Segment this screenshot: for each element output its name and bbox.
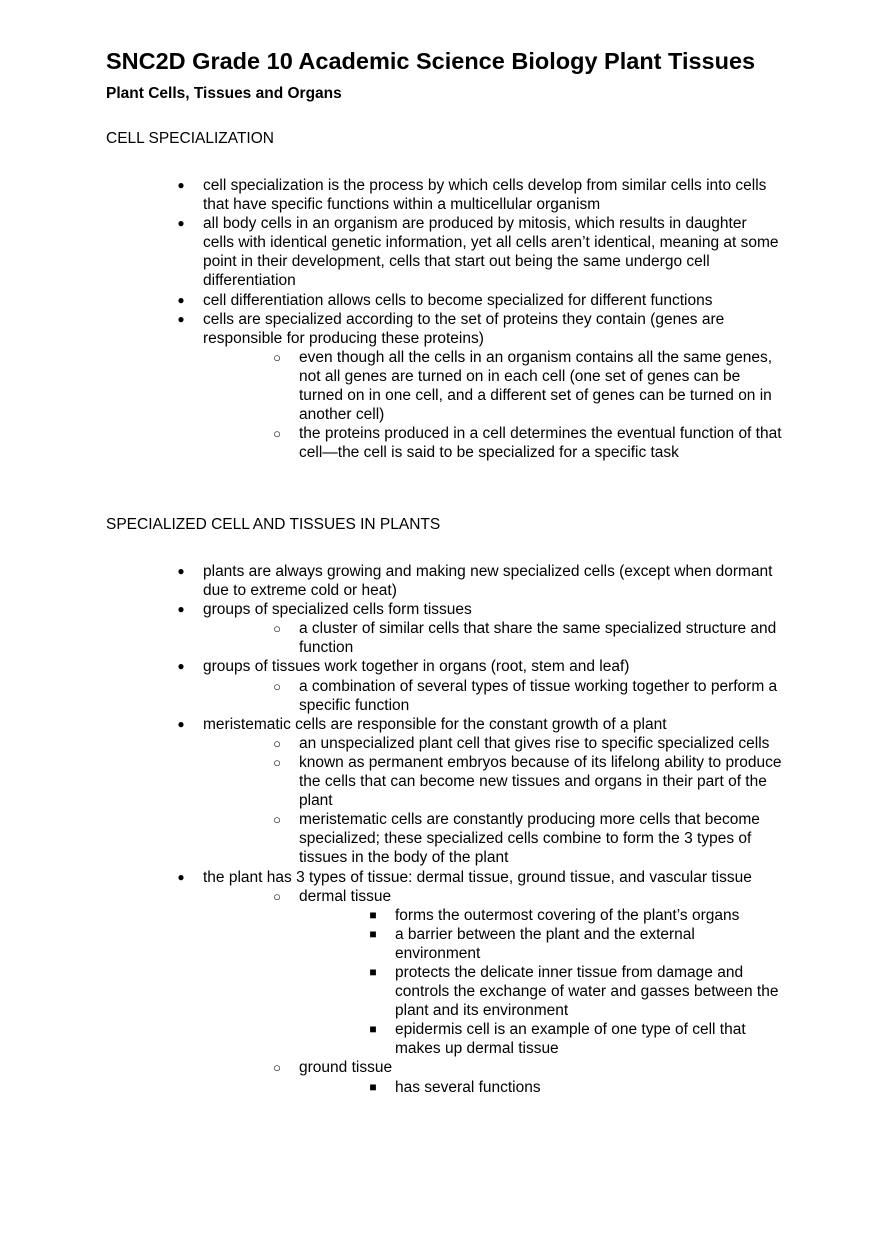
list-item-text: the plant has 3 types of tissue: dermal tissue, ground tissue, and vascular tissue bbox=[203, 868, 752, 886]
sub-list-item bbox=[0, 677, 880, 715]
list-item-text: groups of specialized cells form tissues bbox=[203, 601, 472, 619]
sub-sub-list-item-text: forms the outermost covering of the plant’s organs bbox=[395, 906, 740, 924]
section-heading-plant-tissues: SPECIALIZED CELL AND TISSUES IN PLANTS bbox=[106, 516, 441, 533]
sub-list-item-text: a combination of several types of tissue working together to perform a specific function bbox=[299, 677, 778, 714]
square-marker: ■ bbox=[369, 907, 377, 922]
sub-sub-list-item bbox=[0, 1020, 880, 1058]
list-item-text: all body cells in an organism are produced by mitosis, which results in daughter cells with identical genetic information, yet all cells aren’t identical, meaning at some point in their development, cells that start out being the same undergo cell differentiation bbox=[203, 215, 779, 290]
list-item bbox=[0, 214, 880, 290]
circle-marker: ○ bbox=[273, 349, 281, 365]
list-item bbox=[0, 562, 880, 600]
circle-marker: ○ bbox=[273, 621, 281, 637]
sub-list-item bbox=[0, 887, 880, 906]
list-item bbox=[0, 657, 880, 676]
sub-list-item-text: a cluster of similar cells that share the same specialized structure and function bbox=[299, 620, 777, 657]
plant-tissues-list bbox=[0, 562, 880, 1097]
bullet-marker: ● bbox=[177, 178, 185, 192]
sub-sub-list-item-text: epidermis cell is an example of one type of cell that makes up dermal tissue bbox=[395, 1021, 746, 1058]
list-item-text: groups of tissues work together in organs (root, stem and leaf) bbox=[203, 658, 630, 676]
section-heading-cell-specialization: CELL SPECIALIZATION bbox=[106, 130, 274, 147]
list-item-text: plants are always growing and making new specialized cells (except when dormant due to extreme cold or heat) bbox=[203, 563, 773, 600]
sub-list-item bbox=[0, 810, 880, 867]
sub-list-item-text: an unspecialized plant cell that gives rise to specific specialized cells bbox=[299, 734, 770, 752]
sub-list-item bbox=[0, 619, 880, 657]
sub-sub-list-item-text: has several functions bbox=[395, 1078, 541, 1096]
sub-sub-list-item-text: protects the delicate inner tissue from damage and controls the exchange of water and gasses between the plant and its environment bbox=[395, 963, 779, 1020]
tissue-type-label: dermal tissue bbox=[299, 887, 392, 905]
list-item bbox=[0, 310, 880, 348]
bullet-marker: ● bbox=[177, 564, 185, 578]
bullet-marker: ● bbox=[177, 216, 185, 231]
list-item bbox=[0, 868, 880, 887]
list-item bbox=[0, 176, 880, 214]
bullet-marker: ● bbox=[177, 716, 185, 731]
sub-list-item-text: known as permanent embryos because of its lifelong ability to produce the cells that can become new tissues and organs in their part of the plant bbox=[299, 753, 782, 810]
sub-list-item-text: meristematic cells are constantly producing more cells that become specialized; these specialized cells combine to form the 3 types of tissues in the body of the plant bbox=[299, 811, 760, 867]
sub-list-item bbox=[0, 753, 880, 810]
tissue-type-label: ground tissue bbox=[299, 1059, 393, 1077]
cell-specialization-list bbox=[0, 176, 880, 462]
sub-list-item-text: the proteins produced in a cell determines the eventual function of that cell—the cell is said to be specialized for a specific task bbox=[299, 425, 782, 462]
sub-list-item bbox=[0, 1058, 880, 1077]
document-subtitle: Plant Cells, Tissues and Organs bbox=[106, 85, 342, 102]
sub-sub-list-item bbox=[0, 925, 880, 963]
bullet-marker: ● bbox=[177, 292, 185, 307]
list-item bbox=[0, 291, 880, 310]
sub-sub-list-item bbox=[0, 963, 880, 1020]
circle-marker: ○ bbox=[273, 735, 281, 751]
bullet-marker: ● bbox=[177, 869, 185, 884]
circle-marker: ○ bbox=[273, 754, 281, 770]
square-marker: ■ bbox=[369, 1079, 377, 1094]
sub-sub-list-item-text: a barrier between the plant and the external environment bbox=[395, 925, 695, 962]
sub-list-item bbox=[0, 734, 880, 753]
list-item bbox=[0, 715, 880, 734]
document-title: SNC2D Grade 10 Academic Science Biology Plant Tissues bbox=[106, 48, 756, 74]
sub-sub-list-item bbox=[0, 906, 880, 925]
square-marker: ■ bbox=[369, 926, 377, 941]
bullet-marker: ● bbox=[177, 659, 185, 674]
list-item-text: meristematic cells are responsible for the constant growth of a plant bbox=[203, 715, 667, 733]
list-item bbox=[0, 600, 880, 619]
bullet-marker: ● bbox=[177, 602, 185, 617]
sub-list-item bbox=[0, 424, 880, 462]
sub-list-item bbox=[0, 348, 880, 424]
list-item-text: cells are specialized according to the set of proteins they contain (genes are responsible for producing these proteins) bbox=[203, 310, 725, 347]
square-marker: ■ bbox=[369, 964, 377, 979]
circle-marker: ○ bbox=[273, 888, 281, 904]
sub-list-item-text: even though all the cells in an organism contains all the same genes, not all genes are turned on in each cell (one set of genes can be turned on in one cell, and a different set of genes can be turned on in another cell) bbox=[299, 348, 773, 424]
circle-marker: ○ bbox=[273, 678, 281, 694]
circle-marker: ○ bbox=[273, 1060, 281, 1076]
list-item-text: cell specialization is the process by which cells develop from similar cells into cells that have specific functions within a multicellular organism bbox=[203, 177, 767, 214]
list-item-text: cell differentiation allows cells to become specialized for different functions bbox=[203, 291, 713, 309]
circle-marker: ○ bbox=[273, 812, 281, 828]
sub-sub-list-item bbox=[0, 1078, 880, 1097]
bullet-marker: ● bbox=[177, 311, 185, 326]
circle-marker: ○ bbox=[273, 426, 281, 442]
square-marker: ■ bbox=[369, 1022, 377, 1037]
